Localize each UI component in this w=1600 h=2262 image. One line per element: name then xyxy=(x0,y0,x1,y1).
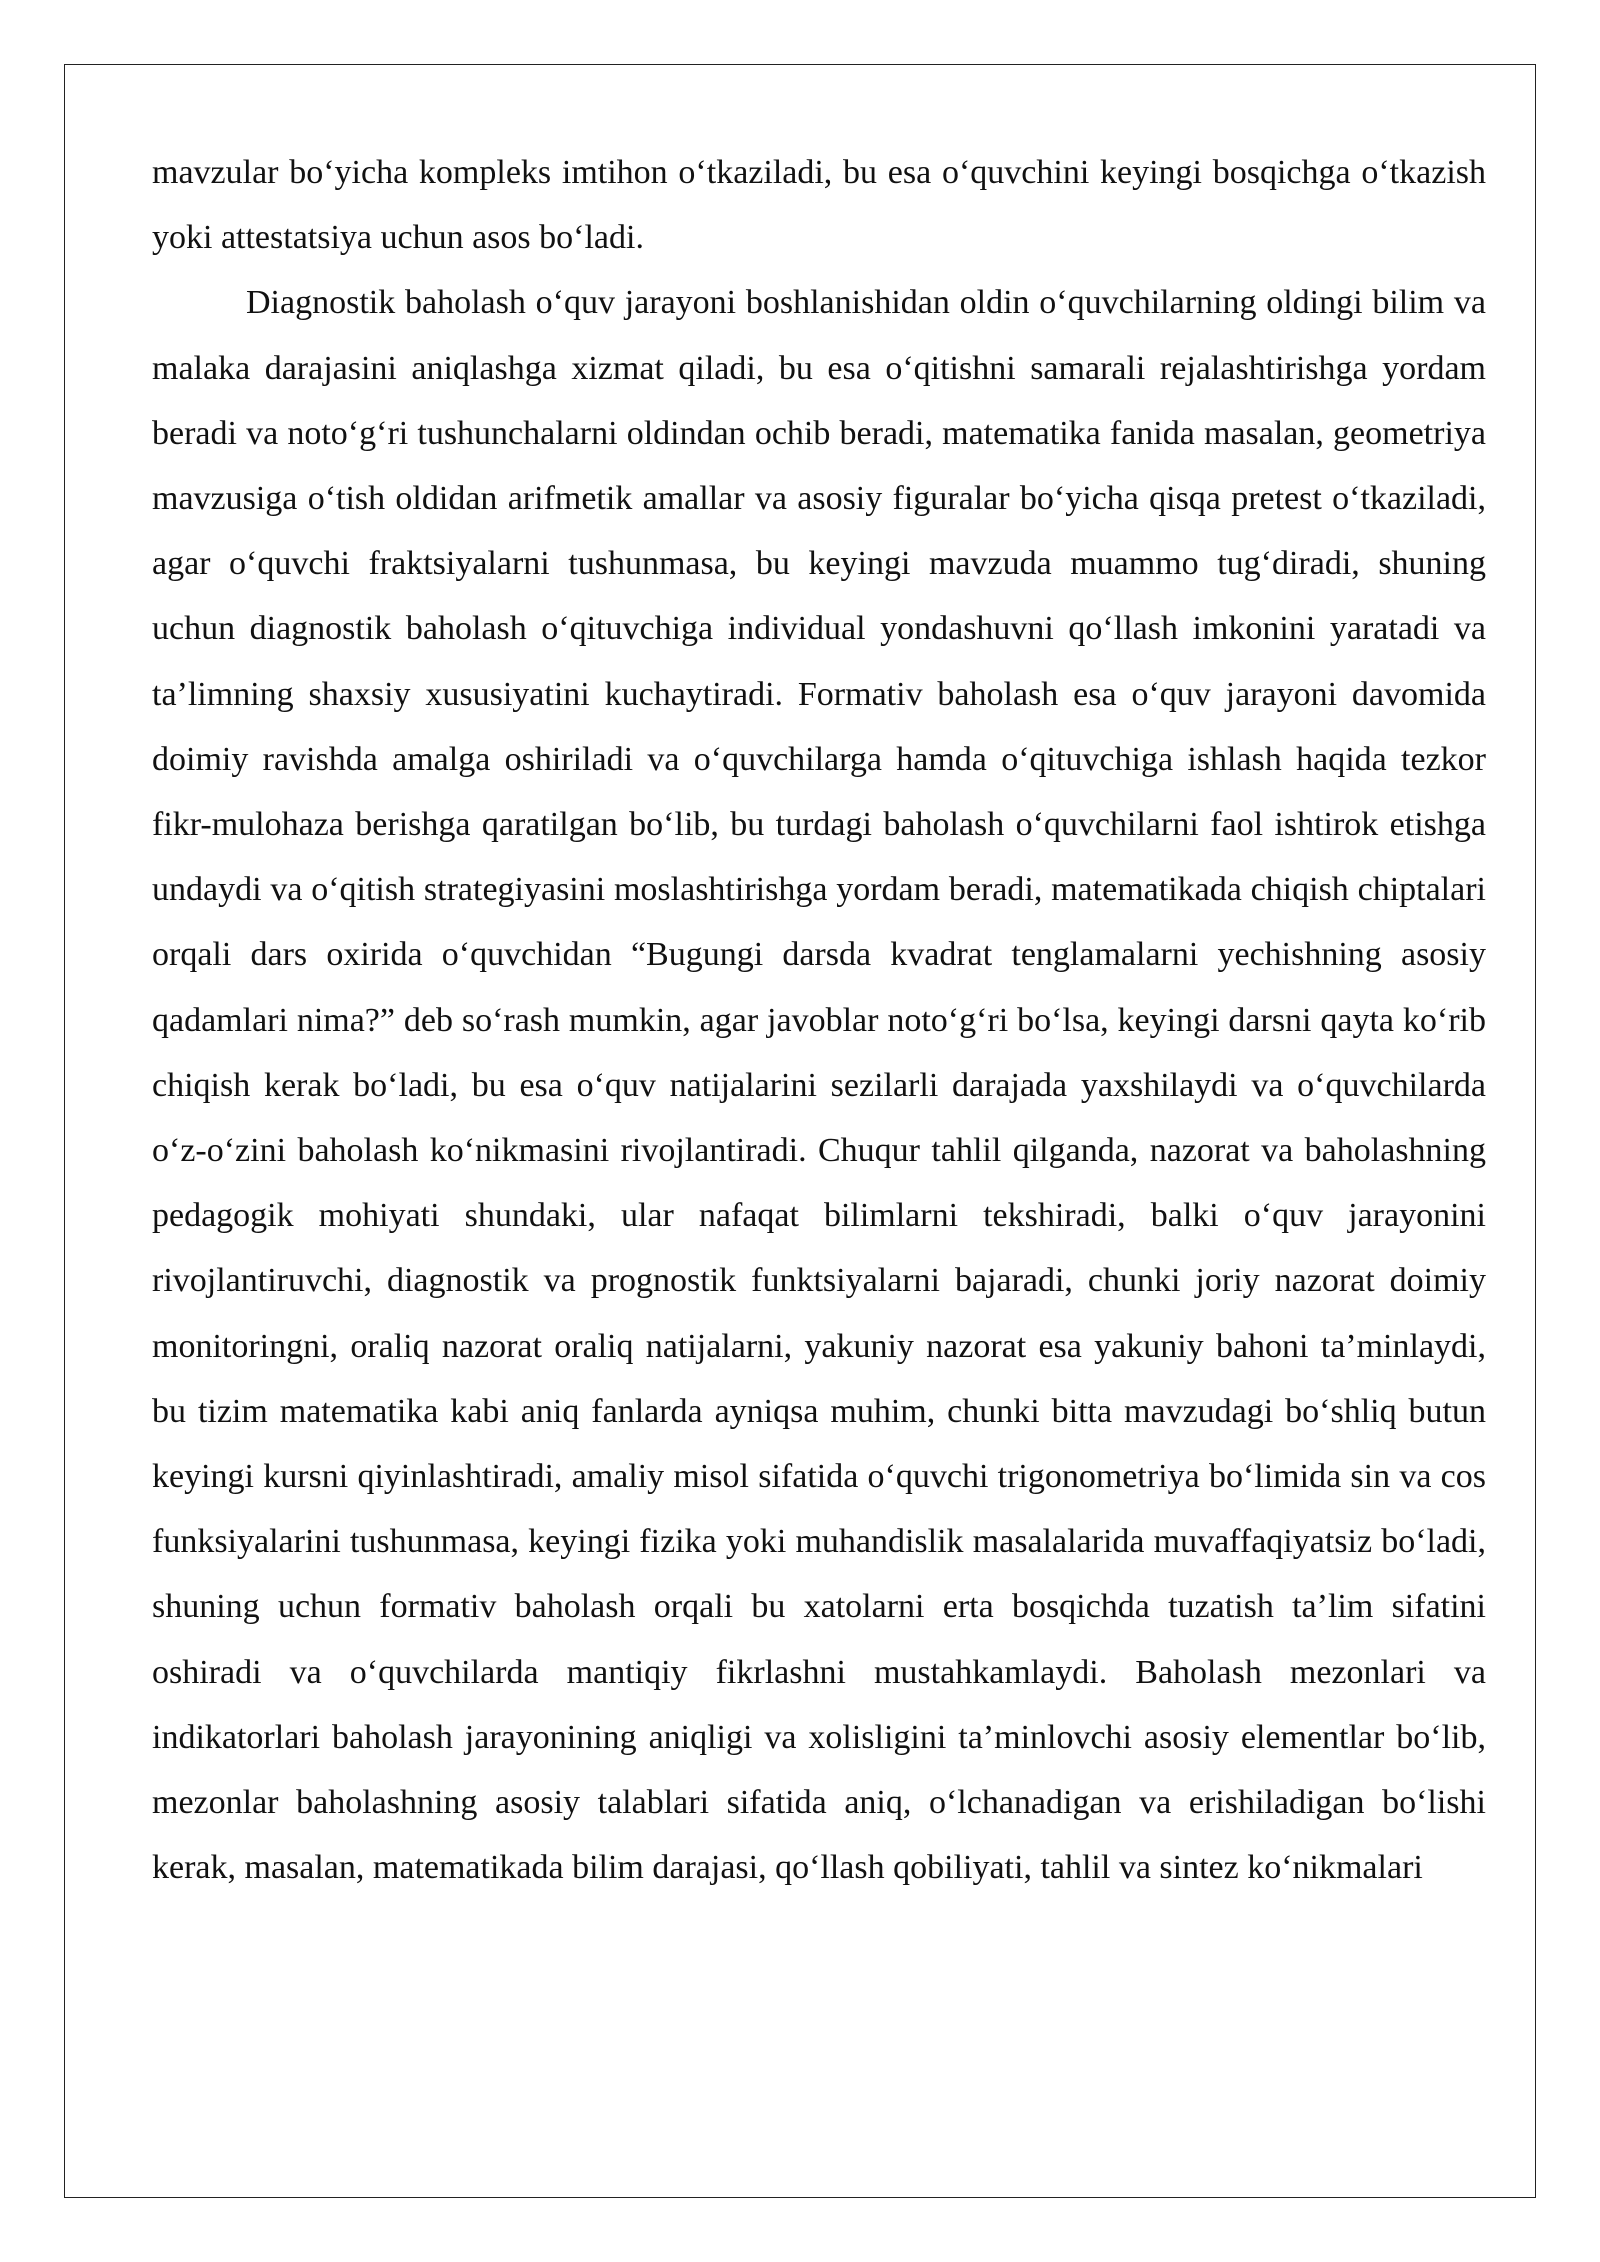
document-body xyxy=(152,140,1486,1900)
paragraph-continuation: mavzular bo‘yicha kompleks imtihon o‘tkaziladi, bu esa o‘quvchini keyingi bosqichga o‘tkazish yoki attestatsiya uchun asos bo‘ladi. xyxy=(152,154,1486,257)
paragraph-diagnostic-assessment: Diagnostik baholash o‘quv jarayoni boshlanishidan oldin o‘quvchilarning oldingi bilim va malaka darajasini aniqlashga xizmat qiladi, bu esa o‘qitishni samarali rejalashtirishga yordam beradi va noto‘g‘ri tushunchalarni oldindan ochib beradi, matematika fanida masalan, geometriya mavzusiga o‘tish oldidan arifmetik amallar va asosiy figuralar bo‘yicha qisqa pretest o‘tkaziladi, agar o‘quvchi fraktsiyalarni tushunmasa, bu keyingi mavzuda muammo tug‘diradi, shuning uchun diagnostik baholash o‘qituvchiga individual yondashuvni qo‘llash imkonini yaratadi va ta’limning shaxsiy xususiyatini kuchaytiradi. Formativ baholash esa o‘quv jarayoni davomida doimiy ravishda amalga oshiriladi va o‘quvchilarga hamda o‘qituvchiga ishlash haqida tezkor fikr-mulohaza berishga qaratilgan bo‘lib, bu turdagi baholash o‘quvchilarni faol ishtirok etishga undaydi va o‘qitish strategiyasini moslashtirishga yordam beradi, matematikada chiqish chiptalari orqali dars oxirida o‘quvchidan “Bugungi darsda kvadrat tenglamalarni yechishning asosiy qadamlari nima?” deb so‘rash mumkin, agar javoblar noto‘g‘ri bo‘lsa, keyingi darsni qayta ko‘rib chiqish kerak bo‘ladi, bu esa o‘quv natijalarini sezilarli darajada yaxshilaydi va o‘quvchilarda o‘z-o‘zini baholash ko‘nikmasini rivojlantiradi. Chuqur tahlil qilganda, nazorat va baholashning pedagogik mohiyati shundaki, ular nafaqat bilimlarni tekshiradi, balki o‘quv jarayonini rivojlantiruvchi, diagnostik va prognostik funktsiyalarni bajaradi, chunki joriy nazorat doimiy monitoringni, oraliq nazorat oraliq natijalarni, yakuniy nazorat esa yakuniy bahoni ta’minlaydi, bu tizim matematika kabi aniq fanlarda ayniqsa muhim, chunki bitta mavzudagi bo‘shliq butun keyingi kursni qiyinlashtiradi, amaliy misol sifatida o‘quvchi trigonometriya bo‘limida sin va cos funksiyalarini tushunmasa, keyingi fizika yoki muhandislik masalalarida muvaffaqiyatsiz bo‘ladi, shuning uchun formativ baholash orqali bu xatolarni erta bosqichda tuzatish ta’lim sifatini oshiradi va o‘quvchilarda mantiqiy fikrlashni mustahkamlaydi. Baholash mezonlari va indikatorlari baholash jarayonining aniqligi va xolisligini ta’minlovchi asosiy elementlar bo‘lib, mezonlar baholashning asosiy talablari sifatida aniq, o‘lchanadigan va erishiladigan bo‘lishi kerak, masalan, matematikada bilim darajasi, qo‘llash qobiliyati, tahlil va sintez ko‘nikmalari xyxy=(152,284,1486,1887)
